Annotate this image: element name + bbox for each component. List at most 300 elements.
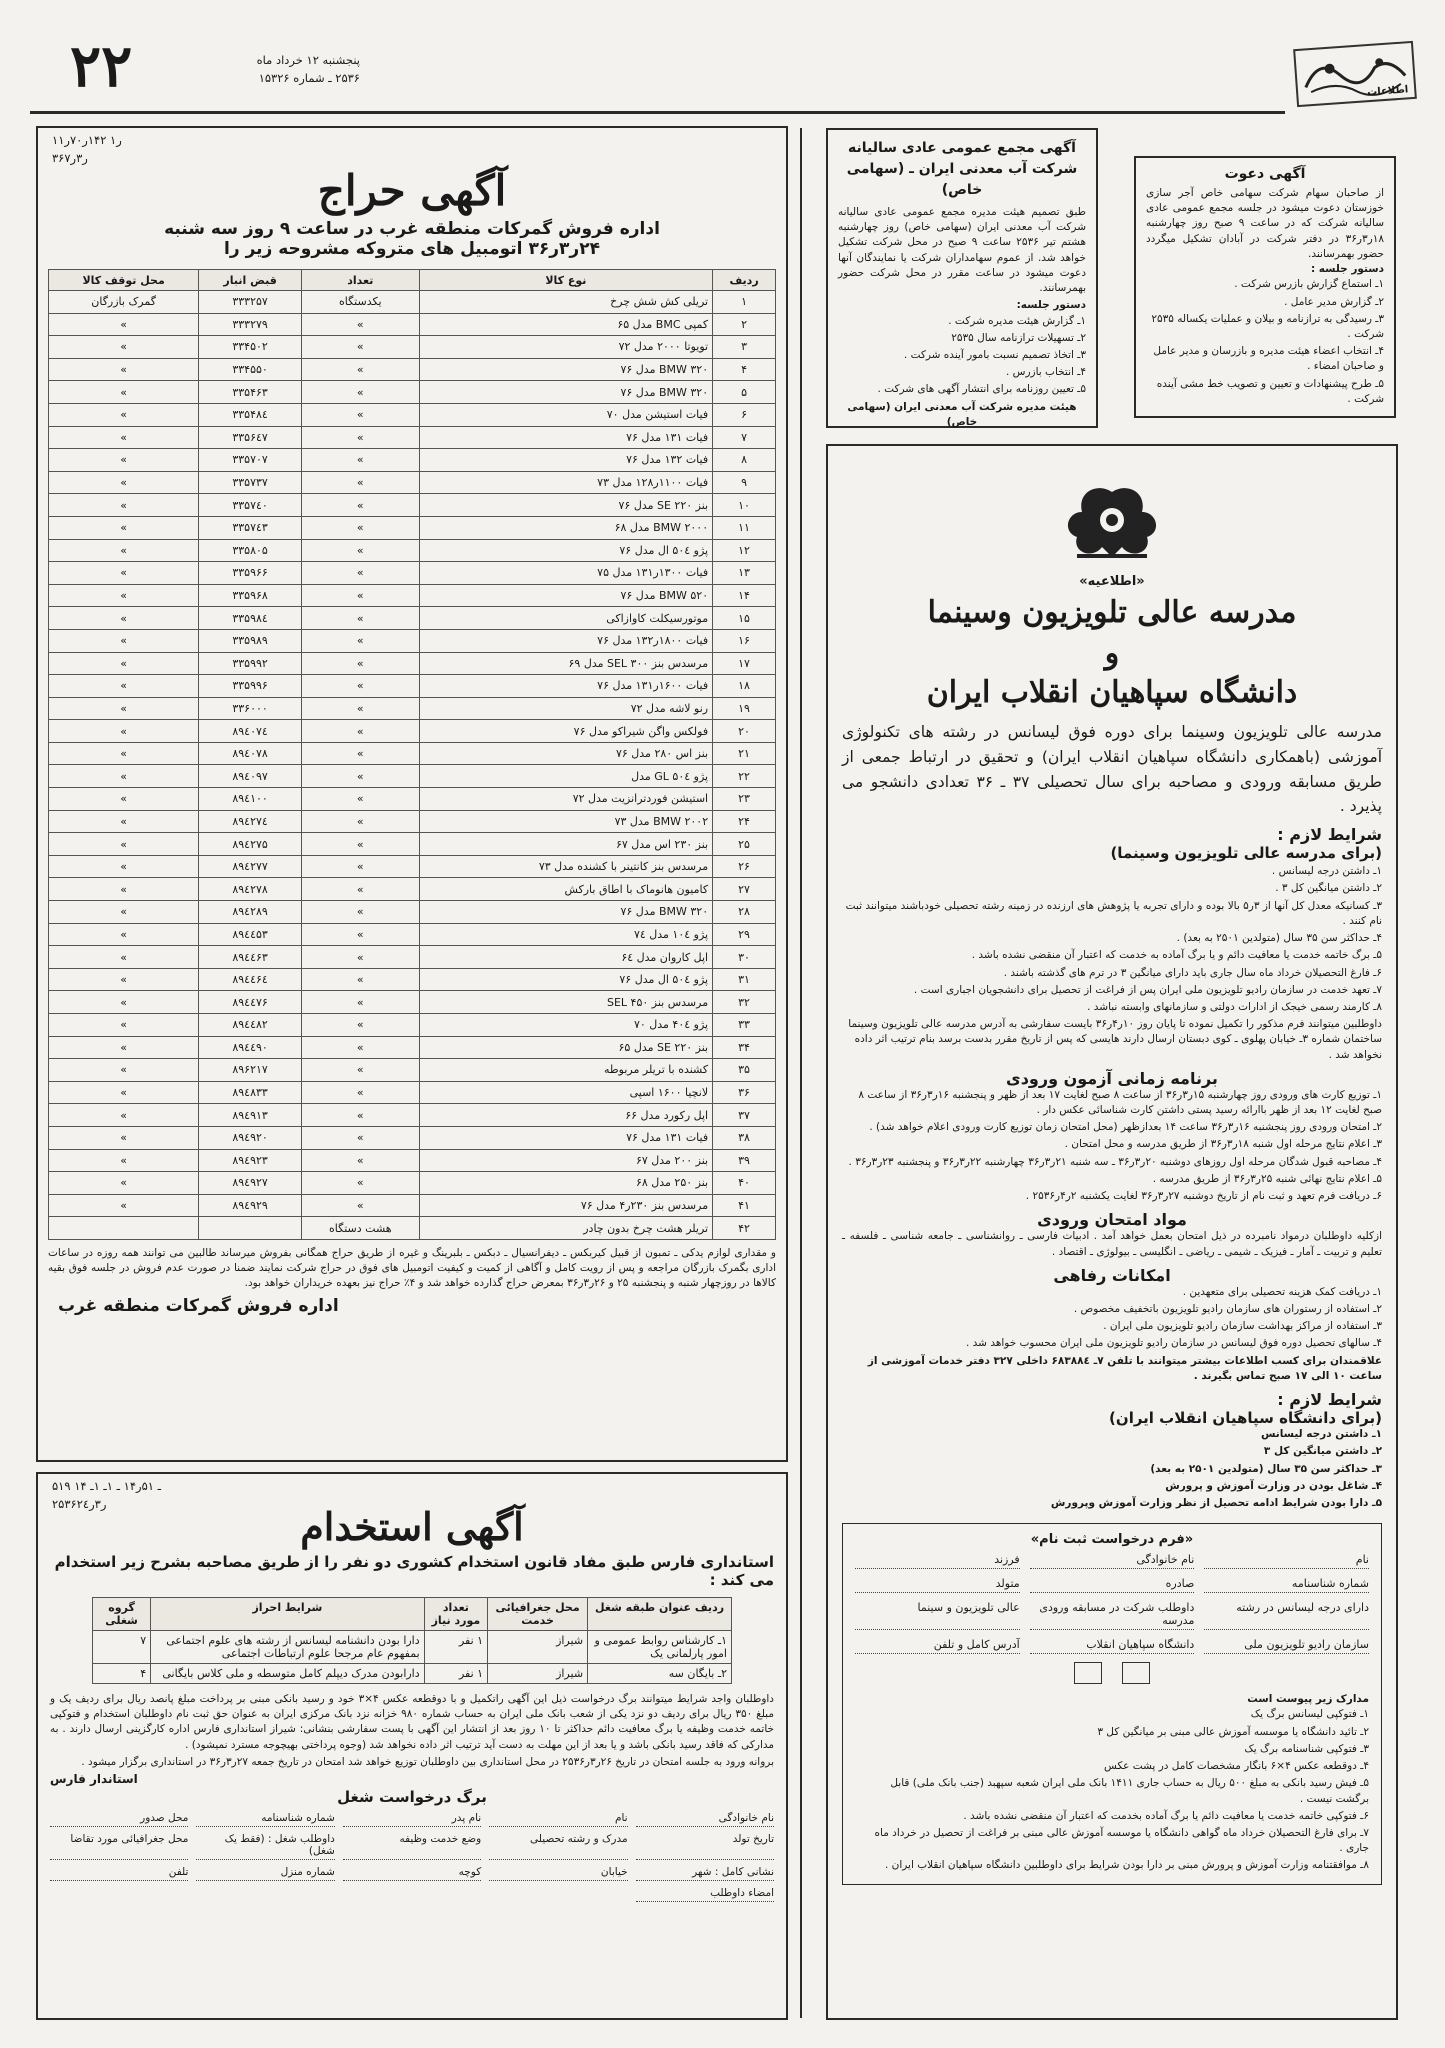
requirement-item: ۴ـ شاغل بودن در وزارت آموزش و پرورش	[1165, 1479, 1382, 1492]
table-cell: فیات ۱۱۰۰ر۱۲۸ مدل ۷۳	[419, 471, 712, 494]
table-cell: »	[49, 494, 199, 517]
table-cell: »	[49, 629, 199, 652]
table-cell: گمرک بازرگان	[49, 291, 199, 314]
registration-docs-list	[855, 1707, 1369, 1873]
table-cell: کامیون هانوماک با اطاق بارکش	[419, 878, 712, 901]
table-row	[49, 1172, 776, 1195]
table-cell: ۱۳	[713, 562, 776, 585]
table-cell: ۴	[93, 1664, 151, 1684]
table-cell: ۷	[93, 1631, 151, 1664]
table-cell: »	[49, 562, 199, 585]
requirement-item: ۳ـ حداکثر سن ۳۵ سال (متولدین ۲۵۰۱ به بعد)	[1150, 1462, 1382, 1475]
requirement-item: ۷ـ تعهد خدمت در سازمان رادیو تلویزیون ملی ایران پس از فراغت از تحصیل برای دانشجویان اجباری است .	[913, 983, 1382, 996]
registration-fields	[855, 1553, 1369, 1654]
table-cell: »	[301, 697, 419, 720]
requirement-item: ۵ـ دارا بودن شرایط ادامه تحصیل از نظر وزارت آموزش وپرورش	[1050, 1496, 1382, 1509]
university-name: دانشگاه سپاهیان انقلاب ایران	[926, 675, 1298, 710]
requirement-item: ۲ـ داشتن میانگین کل ۳	[1263, 1445, 1382, 1458]
table-cell: »	[49, 471, 199, 494]
issue-line: ۲۵۳۶ ـ شماره ۱۵۳۲۶	[258, 70, 360, 85]
table-cell: ۳۳۵۶٤۷	[199, 426, 302, 449]
emblem-icon	[842, 482, 1382, 566]
exam-item: ۳ـ اعلام نتایج مرحله اول شنبه ۱۸ر۳ر۳۶ از طریق مدرسه و محل امتحان .	[1064, 1138, 1382, 1151]
table-cell: پژو ۵۰٤ ال مدل ۷۶	[419, 539, 712, 562]
table-cell: ۲۰	[713, 720, 776, 743]
table-cell: ۸۹٤۰۹۷	[199, 765, 302, 788]
table-cell: ۳۳۵۷۰۷	[199, 449, 302, 472]
form-field: محل صدور	[50, 1812, 188, 1827]
form-field: نام	[1204, 1553, 1369, 1569]
table-cell: فیات ۱۶۰۰ر۱۳۱ مدل ۷۶	[419, 675, 712, 698]
exam-item: ۶ـ دریافت فرم تعهد و ثبت نام از تاریخ دوشنبه ۲۷ر۳ر۳۶ لغایت یکشنبه ۲ر۴ر۲۵۳۶ .	[1025, 1190, 1382, 1203]
table-cell: »	[49, 516, 199, 539]
invitation-agenda-title: دستور جلسه :	[1310, 263, 1384, 276]
auction-title: آگهی حراج	[317, 166, 507, 215]
table-cell: ۱۰	[713, 494, 776, 517]
newspaper-logo	[1293, 41, 1417, 107]
table-cell: BMW ۳۲۰ مدل ۷۶	[419, 901, 712, 924]
table-cell: ۸۹٤٤۸۲	[199, 1014, 302, 1037]
auction-ref-line2: ۳۶ر۳ر۷	[52, 150, 88, 165]
table-row	[49, 833, 776, 856]
requirements2-title: شرایط لازم :	[1277, 1390, 1382, 1410]
table-row	[49, 855, 776, 878]
table-cell: ۳۶	[713, 1081, 776, 1104]
notice-label: «اطلاعیه»	[1079, 574, 1145, 589]
table-cell: »	[49, 810, 199, 833]
table-cell: پژو ۵۰٤ GL مدل	[419, 765, 712, 788]
table-cell: »	[301, 629, 419, 652]
table-cell: »	[301, 1104, 419, 1127]
table-cell: ۸۹٤۲۷۵	[199, 833, 302, 856]
table-cell: مرسدس بنز کانتینر با کشنده مدل ۷۳	[419, 855, 712, 878]
table-cell: بنز اس ۲۸۰ مدل ۷۶	[419, 742, 712, 765]
employment-column-header: گروه شغلی	[93, 1598, 151, 1631]
table-cell: ۳۴	[713, 1036, 776, 1059]
table-row	[49, 403, 776, 426]
requirements2-subtitle: (برای دانشگاه سپاهیان انقلاب ایران)	[1109, 1409, 1382, 1428]
table-cell: بنز SE ۲۲۰ مدل ۷۶	[419, 494, 712, 517]
form-field: نشانی کامل : شهر	[636, 1866, 774, 1881]
table-cell: دارابودن مدرک دیپلم کامل متوسطه و ملی کلاس بایگانی	[151, 1664, 425, 1684]
employment-ref-line2: ۲۵۳۶ر۳ر۲٤	[52, 1496, 107, 1511]
registration-checkboxes	[855, 1662, 1369, 1684]
table-cell: مرسدس بنز ۲۳۰ر۴ مدل ۷۶	[419, 1194, 712, 1217]
auction-column-header: نوع کالا	[419, 270, 712, 291]
table-cell: ۸۹٤۱۰۰	[199, 788, 302, 811]
form-field: نام خانوادگی	[1030, 1553, 1195, 1569]
table-row	[49, 471, 776, 494]
document-item: ۲ـ تائید دانشگاه یا موسسه آموزش عالی مبنی بر میانگین کل ۳	[1097, 1725, 1369, 1738]
table-cell: »	[49, 607, 199, 630]
table-cell: استیشن فوردترانزیت مدل ۷۲	[419, 788, 712, 811]
auction-ad	[36, 126, 788, 1462]
table-cell: »	[301, 675, 419, 698]
school-name: مدرسه عالی تلویزیون وسینما	[927, 595, 1297, 630]
table-cell: ۳۳۴۵۵۰	[199, 358, 302, 381]
subjects-body: ازکلیه داوطلبان درمواد نامبرده در ذیل امتحان بعمل خواهد آمد . ادبیات فارسی ـ روانشناسی ـ جامعه شناسی ـ فلسفه ـ تعلیم و تربیت ـ آمار ـ فیزیک ـ شیمی ـ ریاضی ـ انگلیسی ـ بیولوژی ـ اقتصاد .	[842, 1230, 1382, 1258]
table-cell: »	[49, 358, 199, 381]
requirement-item: ۴ـ حداکثر سن ۳۵ سال (متولدین ۲۵۰۱ به بعد) .	[1176, 932, 1382, 945]
table-cell: ۳۹	[713, 1149, 776, 1172]
table-cell: »	[301, 652, 419, 675]
form-field: تلفن	[50, 1866, 188, 1881]
meeting-agenda	[838, 314, 1086, 398]
table-row	[93, 1631, 732, 1664]
table-cell: ۲۳	[713, 788, 776, 811]
table-cell: »	[301, 810, 419, 833]
table-cell: ۳۳۵۴۸٤	[199, 403, 302, 426]
table-cell	[199, 1217, 302, 1240]
table-cell: لانچیا ۱۶۰۰ اسپی	[419, 1081, 712, 1104]
employment-table-header	[93, 1598, 732, 1631]
table-cell: »	[301, 968, 419, 991]
employment-signature: استاندار فارس	[50, 1772, 138, 1787]
employment-form	[50, 1812, 774, 1902]
table-cell: ۸۹٤۹۲۷	[199, 1172, 302, 1195]
page-header	[30, 32, 1415, 120]
subjects-title: مواد امتحان ورودی	[1037, 1210, 1187, 1230]
table-cell: »	[49, 1081, 199, 1104]
table-cell: BMW ۳۲۰ مدل ۷۶	[419, 358, 712, 381]
employment-title: آگهی استخدام	[300, 1504, 524, 1549]
notice-intro: مدرسه عالی تلویزیون وسینما برای دوره فوق لیسانس در رشته های تکنولوژی آموزشی (باهمکاری دانشگاه سپاهیان انقلاب ایران) و تحقیق در ارتباط جمعی از طریق مسابقه ورودی و مصاحبه برای سال تحصیلی ۳۷ ـ ۳۶ تعدادی دانشجو می پذیرد .	[842, 723, 1382, 816]
table-cell: »	[301, 313, 419, 336]
exam-item: ۵ـ اعلام نتایج نهائی شنبه ۲۵ر۳ر۳۶ از طریق مدرسه .	[1152, 1172, 1382, 1185]
table-row	[49, 584, 776, 607]
table-cell: ۱۶	[713, 629, 776, 652]
table-row	[49, 923, 776, 946]
table-row	[49, 1217, 776, 1240]
table-cell: شیراز	[488, 1664, 588, 1684]
admission-notice	[826, 444, 1398, 2020]
and-connector: و	[1104, 636, 1120, 671]
table-cell: »	[301, 381, 419, 404]
table-row	[49, 629, 776, 652]
table-cell: »	[49, 720, 199, 743]
table-cell: شیراز	[488, 1631, 588, 1664]
table-cell: »	[301, 991, 419, 1014]
table-cell: فیات ۱۳۲ مدل ۷۶	[419, 449, 712, 472]
table-cell: »	[49, 1036, 199, 1059]
table-cell: »	[49, 584, 199, 607]
table-row	[49, 381, 776, 404]
meeting-notice	[826, 128, 1098, 428]
table-cell: »	[49, 449, 199, 472]
agenda-item: ۲ـ تسهیلات ترازنامه سال ۲۵۳۵	[951, 331, 1086, 344]
table-cell: ۳۳۵۹۸٤	[199, 607, 302, 630]
table-cell: ۸۹٤۸۳۳	[199, 1081, 302, 1104]
document-item: ۷ـ برای فارغ التحصیلان خرداد ماه گواهی دانشگاه یا موسسه آموزش عالی مبنی بر فراغت از تحصیل در خرداد ماه جاری .	[874, 1826, 1369, 1855]
form-field: صادره	[1030, 1577, 1195, 1593]
table-cell: پژو ۴۰٤ مدل ۷۰	[419, 1014, 712, 1037]
table-row	[49, 1194, 776, 1217]
table-cell: ۳۱	[713, 968, 776, 991]
table-cell: ۸۹٤۹۲۰	[199, 1126, 302, 1149]
table-cell: ۲ـ بایگان سه	[588, 1664, 732, 1684]
table-cell: ۲۷	[713, 878, 776, 901]
table-row	[49, 901, 776, 924]
table-cell: ۳۳۴۵۰۲	[199, 336, 302, 359]
document-item: ۶ـ فتوکپی خاتمه خدمت یا معافیت دائم یا برگ آماده بخدمت که اعتبار آن منقضی نشده باشد .	[963, 1809, 1369, 1822]
table-cell: تریلر هشت چرخ بدون چادر	[419, 1217, 712, 1240]
invitation-notice	[1134, 156, 1396, 418]
table-row	[93, 1664, 732, 1684]
registration-form	[842, 1523, 1382, 1884]
auction-signature: اداره فروش گمرکات منطقه غرب	[58, 1295, 339, 1316]
table-row	[49, 1014, 776, 1037]
employment-column-header: ردیف عنوان طبقه شغل	[588, 1598, 732, 1631]
checkbox-tv-org[interactable]	[1122, 1662, 1150, 1684]
agenda-item: ۴ـ انتخاب اعضاء هیئت مدیره و بازرسان و مدیر عامل و صاحبان امضاء .	[1153, 345, 1384, 373]
table-cell: هشت دستگاه	[301, 1217, 419, 1240]
table-cell: BMW ۳۲۰ مدل ۷۶	[419, 381, 712, 404]
table-cell: »	[49, 991, 199, 1014]
form-field: محل جغرافیائی مورد تقاضا	[50, 1833, 188, 1860]
table-cell: »	[301, 878, 419, 901]
table-row	[49, 697, 776, 720]
table-cell: ۳۳۵۹۶۶	[199, 562, 302, 585]
employment-body-2: بروانه ورود به جلسه امتحان در تاریخ ۲۶ر۳ر۲۵۳۶ در محل استانداری بین داوطلبان توزیع خواهد شد امتحان در تاریخ جمعه ۲۷ر۳ر۳۶ در استانداری برگزار میشود .	[81, 1755, 774, 1768]
table-cell: پژو ۱۰٤ مدل ۷٤	[419, 923, 712, 946]
welfare-item: ۴ـ سالهای تحصیل دوره فوق لیسانس در سازمان رادیو تلویزیون ملی ایران محسوب خواهد شد .	[966, 1337, 1382, 1350]
welfare-list	[842, 1285, 1382, 1352]
invitation-agenda	[1146, 277, 1384, 407]
form-field: وضع خدمت وظیفه	[343, 1833, 481, 1860]
auction-ref	[52, 132, 122, 168]
table-cell: »	[49, 742, 199, 765]
table-cell: »	[301, 449, 419, 472]
table-cell: ۷	[713, 426, 776, 449]
table-cell: ۳۷	[713, 1104, 776, 1127]
form-field: مدرک و رشته تحصیلی	[489, 1833, 627, 1860]
table-cell: »	[301, 1059, 419, 1082]
table-cell: »	[301, 833, 419, 856]
table-cell: ۲۹	[713, 923, 776, 946]
requirement-item: ۲ـ داشتن میانگین کل ۳ .	[1275, 882, 1382, 895]
table-cell: ۱ـ کارشناس روابط عمومی و امور پارلمانی یک	[588, 1631, 732, 1664]
table-cell: ۳۳۵۹۹۶	[199, 675, 302, 698]
column-divider	[800, 128, 802, 2018]
table-cell: ۱۵	[713, 607, 776, 630]
table-row	[49, 1081, 776, 1104]
form-field: شماره شناسنامه	[196, 1812, 334, 1827]
meeting-agenda-title: دستور جلسه:	[1016, 299, 1086, 312]
table-cell: »	[301, 403, 419, 426]
welfare-item: ۳ـ استفاده از مراکز بهداشت سازمان رادیو تلویزیون ملی ایران .	[1103, 1320, 1382, 1333]
form-field: شماره منزل	[196, 1866, 334, 1881]
table-cell: ۲	[713, 313, 776, 336]
form-field: نام	[489, 1812, 627, 1827]
table-cell: ۳۳۶۰۰۰	[199, 697, 302, 720]
registration-docs-title: مدارک زیر پیوست است	[1247, 1693, 1369, 1706]
table-cell: اپل رکورد مدل ۶۶	[419, 1104, 712, 1127]
page-number: ۲۲	[70, 32, 133, 100]
table-cell: »	[301, 336, 419, 359]
table-cell: یکدستگاه	[301, 291, 419, 314]
table-cell: »	[301, 923, 419, 946]
table-cell: ۸۹٤٤۹۰	[199, 1036, 302, 1059]
table-cell: »	[301, 901, 419, 924]
table-cell: »	[301, 516, 419, 539]
table-cell: ۲۱	[713, 742, 776, 765]
form-field: آدرس کامل و تلفن	[855, 1638, 1020, 1654]
table-cell: ۴۱	[713, 1194, 776, 1217]
table-cell: ۸۹٤۹۱۳	[199, 1104, 302, 1127]
table-row	[49, 1059, 776, 1082]
auction-subtitle-1: اداره فروش گمرکات منطقه غرب در ساعت ۹ روز سه شنبه	[164, 219, 660, 239]
table-cell: »	[301, 946, 419, 969]
table-row	[49, 720, 776, 743]
table-row	[49, 991, 776, 1014]
table-row	[49, 291, 776, 314]
table-cell: »	[301, 720, 419, 743]
table-cell: ۱۱	[713, 516, 776, 539]
table-cell: ۳۳۵۹۹۲	[199, 652, 302, 675]
employment-ref-line1: ۵۱۹ ـ ۵۱ر۱۴ ـ ۱ـ ۱ـ ۱۴	[52, 1479, 161, 1493]
table-cell: رنو لاشه مدل ۷۲	[419, 697, 712, 720]
table-cell: »	[301, 539, 419, 562]
table-cell: کشنده با تریلر مربوطه	[419, 1059, 712, 1082]
table-cell: فیات ۱۳۰۰ر۱۳۱ مدل ۷۵	[419, 562, 712, 585]
table-row	[49, 968, 776, 991]
auction-column-header: تعداد	[301, 270, 419, 291]
table-cell: ۳۳۳۲۵۷	[199, 291, 302, 314]
form-field: فرزند	[855, 1553, 1020, 1569]
table-cell: ۳۰	[713, 946, 776, 969]
table-cell: ۲۸	[713, 901, 776, 924]
table-cell: بنز ۲۵۰ مدل ۶۸	[419, 1172, 712, 1195]
table-row	[49, 358, 776, 381]
table-cell: ۸۹٤٤۵۳	[199, 923, 302, 946]
table-cell: »	[49, 1059, 199, 1082]
auction-ref-line1: ۱ر۱ ۱۴۲ر۷۰ر۱	[52, 133, 122, 147]
registration-form-title: «فرم درخواست ثبت نام»	[1030, 1532, 1194, 1548]
table-cell: »	[49, 426, 199, 449]
table-cell: ۳۳	[713, 1014, 776, 1037]
form-field: دارای درجه لیسانس در رشته	[1204, 1601, 1369, 1630]
table-cell: ۱ نفر	[424, 1631, 487, 1664]
requirement-item: ۵ـ برگ خاتمه خدمت یا معافیت دائم و یا برگ آماده به خدمت که اعتبار آن منقضی نشده باشد .	[971, 949, 1382, 962]
table-cell: بنز SE ۲۲۰ مدل ۶۵	[419, 1036, 712, 1059]
form-field: خیابان	[489, 1866, 627, 1881]
meeting-signature: هیئت مدیره شرکت آب معدنی ایران (سهامی خاص)	[847, 400, 1077, 428]
table-cell: ۲۲	[713, 765, 776, 788]
document-item: ۸ـ موافقتنامه وزارت آموزش و پرورش مبنی بر دارا بودن شرایط برای داوطلبین دانشگاه سپاهیان انقلاب ایران .	[884, 1859, 1369, 1872]
table-cell: »	[49, 1126, 199, 1149]
table-row	[49, 1036, 776, 1059]
table-cell: »	[49, 539, 199, 562]
table-cell: فیات استیشن مدل ۷۰	[419, 403, 712, 426]
table-cell: ۳۳۵۹۸۹	[199, 629, 302, 652]
table-cell: مرسدس بنز ۴۵۰ SEL	[419, 991, 712, 1014]
table-cell: ۸۹٤٤۶٤	[199, 968, 302, 991]
document-item: ۴ـ دوقطعه عکس ۴×۶ بانگار مشخصات کامل در پشت عکس	[1103, 1760, 1369, 1773]
table-cell: ۱۲	[713, 539, 776, 562]
table-cell: »	[301, 1126, 419, 1149]
checkbox-university[interactable]	[1074, 1662, 1102, 1684]
invitation-body: از صاحبان سهام شرکت سهامی خاص آجر سازی خوزستان دعوت میشود در جلسه مجمع عمومی عادی سالیانه شرکت که در ساعت ۹ صبح روز چهارشنبه ۱۸ر۳ر۳۶ در دفتر شرکت در آبادان تشکیل میگردد حضور بهمرسانند.	[1146, 187, 1384, 260]
table-cell: »	[301, 1036, 419, 1059]
table-cell: »	[49, 336, 199, 359]
agenda-item: ۲ـ گزارش مدیر عامل .	[1284, 295, 1384, 308]
requirement-item: ۶ـ فارغ التحصیلان خرداد ماه سال جاری باید دارای میانگین ۳ در ترم های گذشته باشند .	[1003, 966, 1382, 979]
table-cell: ۴۰	[713, 1172, 776, 1195]
table-cell: »	[301, 562, 419, 585]
requirement-item: ۱ـ داشتن درجه لیسانس	[1260, 1428, 1382, 1441]
employment-subtitle: استانداری فارس طبق مفاد قانون استخدام کشوری دو نفر را از طریق مصاحبه بشرح زیر استخدام می کند :	[54, 1553, 774, 1589]
agenda-item: ۱ـ استماع گزارش بازرس شرکت .	[1234, 278, 1384, 291]
table-cell: ۳۳۵۸۰۵	[199, 539, 302, 562]
table-cell: ۳۳۵۷٤۰	[199, 494, 302, 517]
employment-column-header: شرایط احراز	[151, 1598, 425, 1631]
table-cell: تویوتا ۲۰۰۰ مدل ۷۲	[419, 336, 712, 359]
auction-column-header: قبض انبار	[199, 270, 302, 291]
table-cell: »	[301, 742, 419, 765]
requirements-subtitle: (برای مدرسه عالی تلویزیون وسینما)	[1110, 844, 1382, 863]
table-cell: ۵	[713, 381, 776, 404]
table-cell: اپل کاروان مدل ۶٤	[419, 946, 712, 969]
table-cell: ۸۹٤۰۷٤	[199, 720, 302, 743]
table-cell: »	[49, 833, 199, 856]
date-line: پنجشنبه ۱۲ خرداد ماه	[256, 53, 360, 67]
table-row	[49, 742, 776, 765]
auction-footer-text: و مقداری لوازم یدکی ـ تمبون از قبیل کیربکس ـ دیفرانسیال ـ دبکس ـ بلبرینگ و غیره از طریق حراج همگانی بفروش میرساند طالبین می توانند همه روزه در ساعات اداری بگمرک بازرگان مراجعه و پس از رویت کامل و آگاهی از کمیت و کیفیت اتومبیل های فوق در حراج شرکت نمایند ضمنا در صورت عدم فروش در جلسه فوق بقیه کالاها در روزچهار شنبه و پنجشنبه ۲۵ و ۲۶ر۳ر۳۶ بمعرض حراج گذارده خواهد شد و ۴٪ حراج نیز بعهده خریداران خواهد بود.	[48, 1246, 776, 1290]
table-row	[49, 313, 776, 336]
table-cell: »	[49, 313, 199, 336]
table-row	[49, 1126, 776, 1149]
form-field: نام خانوادگی	[636, 1812, 774, 1827]
agenda-item: ۵ـ طرح پیشنهادات و تعیین و تصویب خط مشی آینده شرکت .	[1156, 377, 1384, 405]
table-cell: »	[301, 1014, 419, 1037]
table-row	[49, 449, 776, 472]
employment-table	[92, 1597, 732, 1684]
agenda-item: ۱ـ گزارش هیئت مدیره شرکت .	[948, 314, 1086, 327]
table-cell: »	[301, 471, 419, 494]
table-cell: »	[301, 494, 419, 517]
table-cell: »	[49, 901, 199, 924]
table-cell: ۳	[713, 336, 776, 359]
table-row	[49, 788, 776, 811]
table-cell: BMW ۵۲۰ مدل ۷۶	[419, 584, 712, 607]
table-cell: ۱۹	[713, 697, 776, 720]
table-cell: فیات ۱۳۱ مدل ۷۶	[419, 1126, 712, 1149]
table-cell: ۲۶	[713, 855, 776, 878]
table-cell: »	[49, 855, 199, 878]
table-cell: ۸۹٤۹۲۳	[199, 1149, 302, 1172]
table-row	[49, 765, 776, 788]
table-cell: »	[301, 1149, 419, 1172]
logo-text: اطلاعات	[1366, 84, 1409, 99]
welfare-item: ۱ـ دریافت کمک هزینه تحصیلی برای متعهدین .	[1182, 1285, 1382, 1298]
table-row	[49, 675, 776, 698]
table-row	[49, 516, 776, 539]
table-cell: »	[49, 1149, 199, 1172]
form-field: سازمان رادیو تلویزیون ملی	[1204, 1638, 1369, 1654]
exam-item: ۲ـ امتحان ورودی روز پنجشنبه ۱۶ر۳ر۳۶ ساعت ۱۴ بعدازظهر (محل امتحان زمان توزیع کارت ورودی اعلام خواهد شد) .	[869, 1121, 1382, 1134]
form-field: نام پدر	[343, 1812, 481, 1827]
table-cell: ۳۳۵۴۶۳	[199, 381, 302, 404]
form-field: داوطلب شغل : (فقط یک شغل)	[196, 1833, 334, 1860]
table-cell: »	[49, 946, 199, 969]
table-cell: ۱۴	[713, 584, 776, 607]
table-cell: »	[301, 1194, 419, 1217]
table-cell: »	[301, 788, 419, 811]
table-row	[49, 336, 776, 359]
employment-column-header: محل جغرافیائی خدمت	[488, 1598, 588, 1631]
table-cell: ۳۳۳۲۷۹	[199, 313, 302, 336]
employment-column-header: تعداد مورد نیاز	[424, 1598, 487, 1631]
